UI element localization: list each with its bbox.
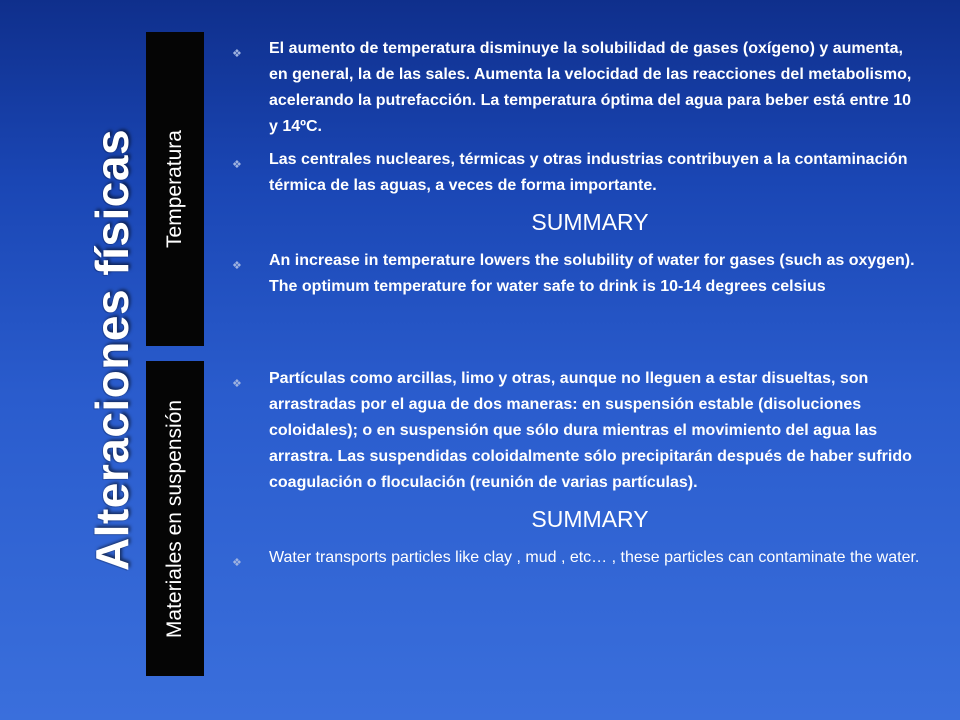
bullet-item <box>230 36 920 140</box>
summary-heading: SUMMARY <box>531 506 649 532</box>
diamond-bullet-icon: ❖ <box>232 557 242 569</box>
summary-list <box>230 545 920 571</box>
bullet-list <box>230 36 920 199</box>
bullet-text: Las centrales nucleares, térmicas y otras industrias contribuyen a la contaminación térmica de las aguas, a veces de forma importante. <box>269 151 908 194</box>
section-tab-label: Temperatura <box>163 130 186 248</box>
diamond-bullet-icon: ❖ <box>232 159 242 171</box>
summary-heading: SUMMARY <box>531 209 649 235</box>
diamond-bullet-icon: ❖ <box>232 48 242 60</box>
bullet-item <box>230 147 920 199</box>
section-tab-temperatura <box>146 32 204 346</box>
bullet-text: Partículas como arcillas, limo y otras, aunque no lleguen a estar disueltas, son arrastradas por el agua de dos maneras: en suspensión estable (disoluciones coloidales); o en suspensión que sólo dura mientras el movimiento del agua las arrastra. Las suspendidas coloidalmente sólo precipitarán después de haber sufrido coagulación o floculación (reunión de varias partículas). <box>269 370 912 491</box>
bullet-item <box>230 366 920 496</box>
bullet-text: Water transports particles like clay , mud , etc… , these particles can contaminate the water. <box>269 549 920 566</box>
temperatura-content <box>230 36 920 307</box>
materiales-suspension-content <box>230 366 920 578</box>
diamond-bullet-icon: ❖ <box>232 260 242 272</box>
summary-bullet-item <box>230 248 920 300</box>
summary-list <box>230 248 920 300</box>
bullet-list <box>230 366 920 496</box>
slide-title: Alteraciones físicas <box>86 128 138 572</box>
section-tab-label: Materiales en suspensión <box>163 399 186 638</box>
section-tab-materiales-suspension <box>146 361 204 676</box>
summary-bullet-item <box>230 545 920 571</box>
bullet-text: An increase in temperature lowers the solubility of water for gases (such as oxygen). The optimum temperature for water safe to drink is 10-14 degrees celsius <box>269 252 915 295</box>
bullet-text: El aumento de temperatura disminuye la solubilidad de gases (oxígeno) y aumenta, en general, la de las sales. Aumenta la velocidad de las reacciones del metabolismo, acelerando la putrefacción. La temperatura óptima del agua para beber está entre 10 y 14ºC. <box>269 40 912 135</box>
diamond-bullet-icon: ❖ <box>232 378 242 390</box>
